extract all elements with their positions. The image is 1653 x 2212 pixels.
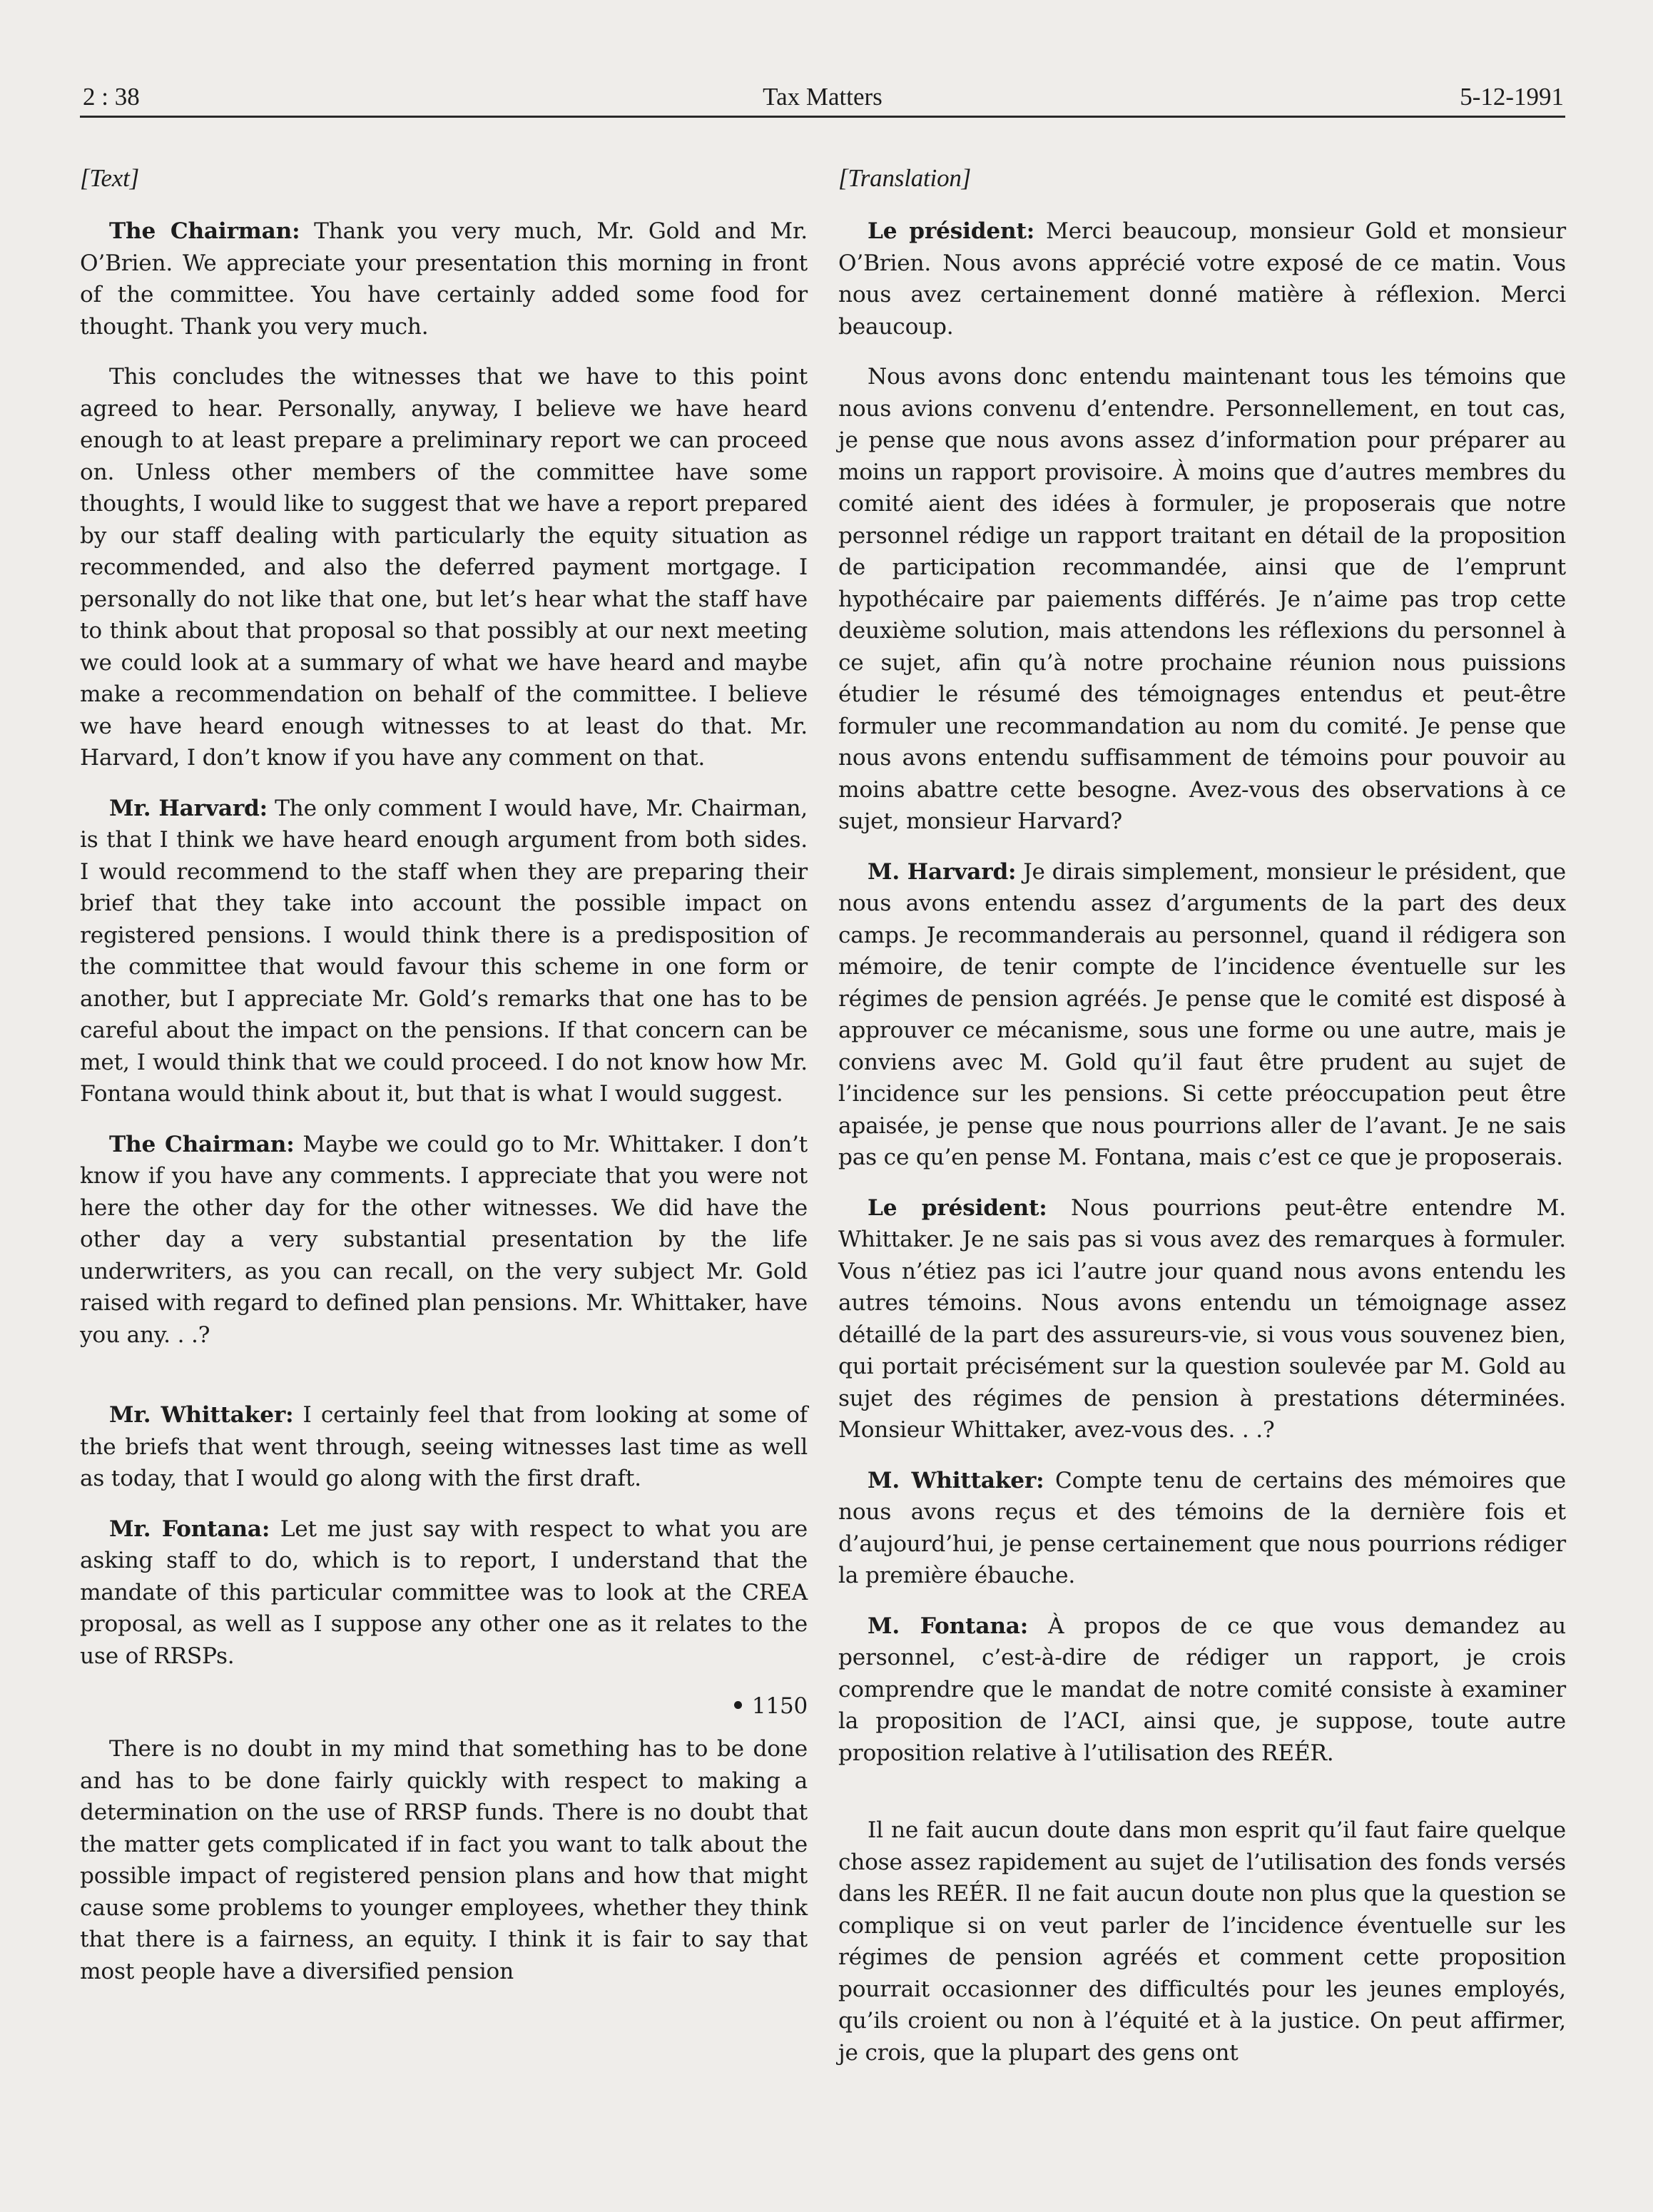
paragraph [80,1733,808,1987]
speaker-name: M. Whittaker: [868,1467,1044,1493]
speaker-name: Mr. Whittaker: [109,1402,294,1428]
speaker-name: Mr. Fontana: [109,1516,270,1542]
column-label: [Text] [80,164,140,192]
paragraph [838,856,1566,1174]
paragraph-text: Merci beaucoup, monsieur Gold et monsieur O’Brien. Nous avons apprécié votre exposé de ce matin. Vous nous avez certainement donné matière à réflexion. Merci beaucoup. [838,218,1566,340]
page-header [80,84,1565,118]
publication-date: 5-12-1991 [1460,83,1564,111]
paragraph-text: À propos de ce que vous demandez au personnel, c’est-à-dire de rédiger un rapport, je crois comprendre que le mandat de notre comité consiste à examiner la proposition de l’ACI, ainsi que, je suppose, toute autre proposition relative à l’utilisation des REÉR. [838,1613,1566,1766]
paragraph-text: Il ne fait aucun doute dans mon esprit qu’il faut faire quelque chose assez rapidement au sujet de l’utilisation des fonds versés dans les REÉR. Il ne fait aucun doute non plus que la question se complique si on veut parler de l’incidence éventuelle sur les régimes de pension agréés et comment cette proposition pourrait occasionner des difficultés pour les jeunes employés, qu’ils croient ou non à l’équité et à la justice. On peut affirmer, je crois, que la plupart des gens ont [838,1817,1566,2066]
column-label: [Translation] [838,164,972,192]
paragraph-text: Let me just say with respect to what you are asking staff to do, which is to report, I understand that the mandate of this particular committee was to look at the CREA proposal, as well as I suppose any other one as it relates to the use of RRSPs. [80,1516,808,1669]
paragraph-text: Thank you very much, Mr. Gold and Mr. O’Brien. We appreciate your presentation this morning in front of the committee. You have certainly added some food for thought. Thank you very much. [80,218,808,340]
paragraph [838,1465,1566,1592]
paragraph [80,1399,808,1495]
paragraph [838,1192,1566,1446]
paragraph-text: I certainly feel that from looking at some of the briefs that went through, seeing witnesses last time as well as today, that I would go along with the first draft. [80,1402,808,1491]
time-marker-value: 1150 [751,1693,808,1719]
paragraph [838,215,1566,343]
page-number: 2 : 38 [83,83,140,111]
paragraph-text: Nous avons donc entendu maintenant tous les témoins que nous avions convenu d’entendre. Personnellement, en tout cas, je pense que nous avons assez d’information pour préparer au moins un rapport provisoire. À moins que d’autres membres du comité aient des idées à formuler, je proposerais que notre personnel rédige un rapport traitant en détail de la proposition de participation recommandée, ainsi que de l’emprunt hypothécaire par paiements différés. Je n’aime pas trop cette deuxième solution, mais attendons les réflexions du personnel à ce sujet, afin qu’à notre prochaine réunion nous puissions étudier le résumé des témoignages entendus et peut-être formuler une recommandation au nom du comité. Je pense que nous avons entendu suffisamment de témoins pour pouvoir au moins abattre cette besogne. Avez-vous des observations à ce sujet, monsieur Harvard? [838,364,1566,834]
paragraph [80,1513,808,1673]
spacer [80,1369,808,1399]
speaker-name: Le président: [868,218,1035,244]
speaker-name: The Chairman: [109,218,300,244]
paragraph [80,215,808,343]
publication-title: Tax Matters [763,83,883,111]
paragraph [838,1610,1566,1770]
paragraph [80,793,808,1110]
speaker-name: M. Fontana: [868,1613,1029,1639]
paragraph-text: There is no doubt in my mind that something has to be done and has to be done fairly quickly with respect to making a determination on the use of RRSP funds. There is no doubt that the matter gets complicated if in fact you want to talk about the possible impact of registered pension plans and how that might cause some problems to younger employees, whether they think that there is a fairness, an equity. I think it is fair to say that most people have a diversified pension [80,1736,808,1984]
bullet-icon [734,1701,742,1709]
speaker-name: Mr. Harvard: [109,795,268,821]
paragraph-text: Maybe we could go to Mr. Whittaker. I don’t know if you have any comments. I appreciate that you were not here the other day for the other witnesses. We did have the other day a very substantial presentation by the life underwriters, as you can recall, on the very subject Mr. Gold raised with regard to defined plan pensions. Mr. Whittaker, have you any. . .? [80,1131,808,1348]
paragraph-text: Je dirais simplement, monsieur le président, que nous avons entendu assez d’arguments de la part des deux camps. Je recommanderais au personnel, quand il rédigera son mémoire, de tenir compte de l’incidence éventuelle sur les régimes de pension agréés. Je pense que le comité est disposé à approuver ce mécanisme, sous une forme ou une autre, mais je conviens avec M. Gold qu’il faut être prudent au sujet de l’incidence sur les pensions. Si cette préoccupation peut être apaisée, je pense que nous pourrions aller de l’avant. Je ne sais pas ce qu’en pense M. Fontana, mais c’est ce que je proposerais. [838,858,1566,1170]
paragraph-text: Nous pourrions peut-être entendre M. Whittaker. Je ne sais pas si vous avez des remarques à formuler. Vous n’étiez pas ici l’autre jour quand nous avons entendu les autres témoins. Nous avons entendu un témoignage assez détaillé de la part des assureurs-vie, si vous vous souvenez bien, qui portait précisément sur la question soulevée par M. Gold au sujet des régimes de pension à prestations déterminées. Monsieur Whittaker, avez-vous des. . .? [838,1194,1566,1443]
paragraph-text: Compte tenu de certains des mémoires que nous avons reçus et des témoins de la dernière fois et d’aujourd’hui, je pense certainement que nous pourrions rédiger la première ébauche. [838,1467,1566,1588]
spacer [838,1787,1566,1815]
paragraph [80,361,808,774]
speaker-name: The Chairman: [109,1131,295,1157]
french-column [838,163,1566,2087]
time-marker [80,1690,808,1722]
speaker-name: Le président: [868,1194,1047,1221]
paragraph [80,1129,808,1351]
english-column [80,163,808,2006]
speaker-name: M. Harvard: [868,858,1017,885]
paragraph [838,361,1566,838]
paragraph [838,1815,1566,2069]
paragraph-text: This concludes the witnesses that we have to this point agreed to hear. Personally, anyway, I believe we have heard enough to at least prepare a preliminary report we can proceed on. Unless other members of the committee have some thoughts, I would like to suggest that we have a report prepared by our staff dealing with particularly the equity situation as recommended, and also the deferred payment mortgage. I personally do not like that one, but let’s hear what the staff have to think about that proposal so that possibly at our next meeting we could look at a summary of what we have heard and maybe make a recommendation on behalf of the committee. I believe we have heard enough witnesses to at least do that. Mr. Harvard, I don’t know if you have any comment on that. [80,364,808,771]
paragraph-text: The only comment I would have, Mr. Chairman, is that I think we have heard enough argument from both sides. I would recommend to the staff when they are preparing their brief that they take into account the possible impact on registered pensions. I would think there is a predisposition of the committee that would favour this scheme in one form or another, but I appreciate Mr. Gold’s remarks that one has to be careful about the impact on the pensions. If that concern can be met, I would think that we could proceed. I do not know how Mr. Fontana would think about it, but that is what I would suggest. [80,795,808,1107]
